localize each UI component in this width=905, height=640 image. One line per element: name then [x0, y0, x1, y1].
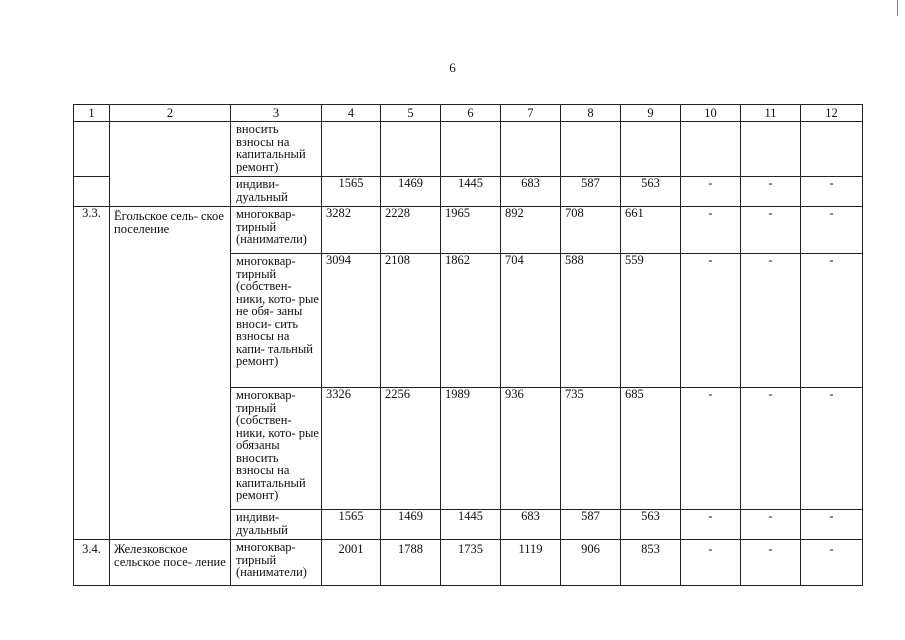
value-cell: 1965 [441, 207, 501, 254]
housing-type: многоквар- тирный (собствен- ники, кото- рые обязаны вносить взносы на капитальный ремонт) [231, 388, 322, 510]
dash-cell: - [741, 207, 801, 254]
housing-type: многоквар- тирный (собствен- ники, кото- рые не обя- заны вноси- сить взносы на капи- тальный ремонт) [231, 254, 322, 388]
value-cell: 1469 [381, 177, 441, 207]
tariff-table [73, 104, 863, 586]
settlement-name: Ёгольское сель- ское поселение [110, 207, 231, 540]
value-cell: 1788 [381, 540, 441, 586]
value-cell: 587 [561, 510, 621, 540]
value-cell: 735 [561, 388, 621, 510]
value-cell: 1119 [501, 540, 561, 586]
value-cell: 661 [621, 207, 681, 254]
col-header: 5 [381, 105, 441, 122]
housing-type: индиви- дуальный [231, 177, 322, 207]
dash-cell: - [681, 388, 741, 510]
dash-cell: - [741, 254, 801, 388]
value-cell: 708 [561, 207, 621, 254]
value-cell: 704 [501, 254, 561, 388]
housing-type: многоквар- тирный (наниматели) [231, 540, 322, 586]
dash-cell: - [801, 177, 863, 207]
row-number: 3.3. [74, 207, 110, 540]
value-cell: 683 [501, 510, 561, 540]
value-cell: 2256 [381, 388, 441, 510]
dash-cell: - [741, 388, 801, 510]
value-cell [322, 122, 381, 177]
row-number: 3.4. [74, 540, 110, 586]
dash-cell: - [801, 540, 863, 586]
value-cell: 1565 [322, 510, 381, 540]
dash-cell: - [681, 177, 741, 207]
housing-type: вносить взносы на капитальный ремонт) [231, 122, 322, 177]
dash-cell: - [801, 254, 863, 388]
value-cell [501, 122, 561, 177]
dash-cell: - [681, 254, 741, 388]
empty-cell [801, 122, 863, 177]
col-header: 10 [681, 105, 741, 122]
empty-cell [741, 122, 801, 177]
col-header: 4 [322, 105, 381, 122]
value-cell: 1469 [381, 510, 441, 540]
dash-cell: - [741, 177, 801, 207]
value-cell: 1735 [441, 540, 501, 586]
value-cell: 906 [561, 540, 621, 586]
col-header: 8 [561, 105, 621, 122]
value-cell: 1862 [441, 254, 501, 388]
value-cell: 588 [561, 254, 621, 388]
column-number-row [74, 105, 863, 122]
value-cell: 892 [501, 207, 561, 254]
value-cell: 2228 [381, 207, 441, 254]
value-cell: 1445 [441, 177, 501, 207]
value-cell: 563 [621, 177, 681, 207]
col-header: 12 [801, 105, 863, 122]
row-number [74, 177, 110, 207]
empty-cell [681, 122, 741, 177]
col-header: 7 [501, 105, 561, 122]
value-cell [621, 122, 681, 177]
value-cell: 563 [621, 510, 681, 540]
value-cell: 3326 [322, 388, 381, 510]
value-cell: 2001 [322, 540, 381, 586]
value-cell: 559 [621, 254, 681, 388]
dash-cell: - [681, 510, 741, 540]
value-cell [381, 122, 441, 177]
dash-cell: - [801, 510, 863, 540]
dash-cell: - [801, 388, 863, 510]
value-cell [561, 122, 621, 177]
value-cell: 1445 [441, 510, 501, 540]
value-cell: 3094 [322, 254, 381, 388]
dash-cell: - [741, 540, 801, 586]
value-cell: 3282 [322, 207, 381, 254]
settlement-name: Железковское сельское посе- ление [110, 540, 231, 586]
dash-cell: - [681, 207, 741, 254]
value-cell [441, 122, 501, 177]
value-cell: 936 [501, 388, 561, 510]
table-row [74, 540, 863, 586]
settlement-name [110, 122, 231, 207]
page-number: 6 [449, 60, 456, 75]
value-cell: 683 [501, 177, 561, 207]
value-cell: 853 [621, 540, 681, 586]
dash-cell: - [681, 540, 741, 586]
dash-cell: - [801, 207, 863, 254]
col-header: 2 [110, 105, 231, 122]
value-cell: 1565 [322, 177, 381, 207]
col-header: 3 [231, 105, 322, 122]
col-header: 1 [74, 105, 110, 122]
row-number [74, 122, 110, 177]
col-header: 6 [441, 105, 501, 122]
table-row [74, 122, 863, 177]
table-row [74, 207, 863, 254]
value-cell: 587 [561, 177, 621, 207]
col-header: 11 [741, 105, 801, 122]
value-cell: 2108 [381, 254, 441, 388]
dash-cell: - [741, 510, 801, 540]
value-cell: 1989 [441, 388, 501, 510]
housing-type: индиви- дуальный [231, 510, 322, 540]
housing-type: многоквар- тирный (наниматели) [231, 207, 322, 254]
scan-edge-mark [897, 0, 898, 16]
col-header: 9 [621, 105, 681, 122]
value-cell: 685 [621, 388, 681, 510]
